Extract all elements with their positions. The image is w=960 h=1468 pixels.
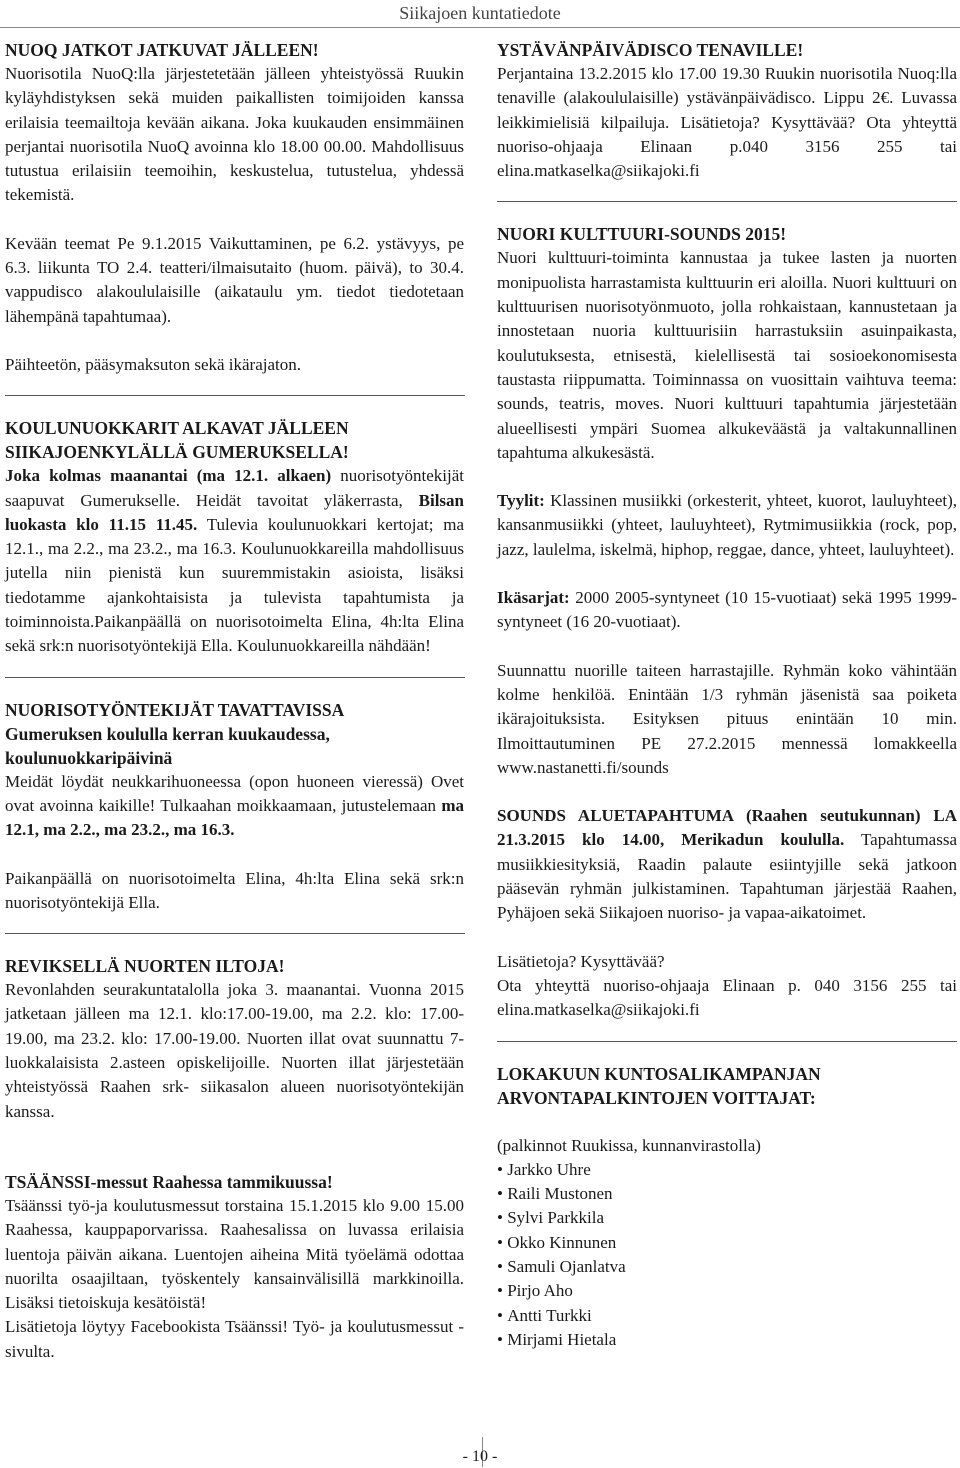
article-paragraph: Lisätietoja? Kysyttävää? (497, 951, 665, 971)
page-number: - 10 - (462, 1448, 498, 1465)
article-tsaanssi (5, 1170, 464, 1364)
article-title: REVIKSELLÄ NUORTEN ILTOJA! (5, 956, 285, 977)
section-divider (5, 395, 465, 396)
list-item: • Samuli Ojanlatva (497, 1255, 957, 1279)
article-nuori-kulttuuri (497, 222, 957, 1022)
winners-list (497, 1158, 957, 1352)
article-ystavanpaivadisco (497, 38, 957, 183)
article-paragraph: Perjantaina 13.2.2015 klo 17.00 19.30 Ruukin nuorisotila Nuoq:lla tenaville (alakoululaisille) ystävänpäivädisco. Lippu 2€. Luvassa leikkimielisiä kilpailuja. Lisätietoja? Kysyttävää? Ota yhteyttä nuoriso-ohjaaja Elinaan p.040 3156 255 tai elina.matkaselka@siikajoki.fi (497, 64, 957, 181)
list-item: • Mirjami Hietala (497, 1328, 957, 1352)
list-item: • Jarkko Uhre (497, 1158, 957, 1182)
article-title: NUORI KULTTUURI-SOUNDS 2015! (497, 224, 787, 245)
article-reviksella (5, 954, 464, 1124)
article-paragraph (5, 770, 464, 843)
section-divider (5, 933, 465, 934)
article-subtitle: Gumeruksen koululla kerran kuukaudessa, koulunuokkaripäivinä (5, 723, 330, 768)
article-koulunuokkarit (5, 416, 464, 658)
text-span: Tulevia koulunuokkari kertojat; ma 12.1., ma 2.2., ma 23.2., ma 16.3. Koulunuokkareilla mahdollisuus jutella niin pienistä kun suuremmistakin asioista, lisäksi tiedotamme ajankohtaisista ja tulevista tapahtumista ja toiminnoista.Paikanpäällä on nuorisotoimelta Elina, 4h:lta Elina sekä srk:n nuorisotyöntekijä Ella. Koulunuokkareilla nähdään! (5, 514, 464, 656)
text-span: Tapahtumassa musiikkiesityksiä, Raadin palaute esiintyjille sekä jatkoon pääsevän ryhmän julkistaminen. Tapahtuman järjestää Raahen, Pyhäjoen sekä Siikajoen nuoriso- ja vapaa-aikatoimet. (497, 830, 958, 923)
article-paragraph: Nuori kulttuuri-toiminta kannustaa ja tukee lasten ja nuorten monipuolista harrastamista kulttuurin eri aloilla. Nuori kulttuuri on kulttuurisen nuorisotyönmuoto, jolla rohkaistaan, kannustetaan ja innostetaan nuoria kulttuurisiin harrastuksiin asuinpaikasta, koulutuksesta, etnisestä, kielellisestä tai sosioekonomisesta taustasta riippumatta. Toiminnassa on vuosittain vaihtuva teema: sounds, teatris, moves. Nuori kulttuuri tapahtumia järjestetään alueellisesti ympäri Suomea alkukeväästä ja valtakunnallinen tapahtuma alkukesästä. (497, 248, 957, 462)
article-paragraph: Paikanpäällä on nuorisotoimelta Elina, 4h:lta Elina sekä srk:n nuorisotyöntekijä Ella. (5, 868, 464, 912)
article-paragraph: Päihteetön, pääsymaksuton sekä ikärajaton. (5, 354, 301, 374)
article-paragraph: (palkinnot Ruukissa, kunnanvirastolla) (497, 1135, 761, 1155)
article-title: LOKAKUUN KUNTOSALIKAMPANJAN ARVONTAPALKINTOJEN VOITTAJAT: (497, 1063, 821, 1108)
article-title: NUORISOTYÖNTEKIJÄT TAVATTAVISSA (5, 699, 345, 720)
article-paragraph: Revonlahden seurakuntatalolla joka 3. maanantai. Vuonna 2015 jatketaan jälleen ma 12.1. klo:17.00-19.00, ma 2.2. klo: 17.00-19.00, ma 23.2. klo: 17.00-19.00. Nuorten illat ovat suunnattu 7-luokkalaisista 2.asteen opiskelijoille. Nuorten illat järjestetään yhteistyössä Raahen srk- siikasalon alueen nuorisotyöntekijän kanssa. (5, 980, 464, 1121)
article-paragraph: Nuorisotila NuoQ:lla järjestetetään jälleen yhteistyössä Ruukin kyläyhdistyksen sekä muiden paikallisten toimijoiden kanssa erilaisia teemailtoja kevään aikana. Joka kuukauden ensimmäinen perjantai nuorisotila NuoQ avoinna klo 18.00 00.00. Mahdollisuus tutustua erilaisiin teemoihin, keskustelua, tutustelua, yhdessä tekemistä. (5, 64, 464, 205)
list-item: • Sylvi Parkkila (497, 1206, 957, 1230)
header-divider (0, 27, 960, 28)
bold-text: Ikäsarjat: (497, 588, 570, 608)
article-title: NUOQ JATKOT JATKUVAT JÄLLEEN! (5, 40, 319, 60)
article-paragraph (497, 489, 957, 562)
article-paragraph: Tsäänssi työ-ja koulutusmessut torstaina 15.1.2015 klo 9.00 15.00 Raahessa, kauppaporvarissa. Raahesalissa on luvassa erilaisia luentoja päivän aikana. Luentojen aiheina Mitä työelämä odottaa nuorilta osaajiltaan, työskentely kansainvälisillä markkinoilla. Lisäksi tietoiskuja kesätöistä! (5, 1195, 464, 1313)
article-paragraph: Lisätietoja löytyy Facebookista Tsäänssi! Työ- ja koulutusmessut -sivulta. (5, 1317, 464, 1361)
bold-text: Bilsan luokasta klo 11.15 11.45. (5, 490, 464, 534)
article-paragraph (5, 464, 464, 658)
text-span: nuorisotyöntekijät saapuvat Gumerukselle. Heidät tavoitat yläkerrasta, (5, 466, 464, 510)
article-nuoq (5, 38, 464, 377)
article-title: TSÄÄNSSI-messut Raahessa tammikuussa! (5, 1171, 333, 1192)
bold-text: ma 12.1, ma 2.2., ma 23.2., ma 16.3. (5, 795, 464, 840)
article-title: KOULUNUOKKARIT ALKAVAT JÄLLEEN SIIKAJOENKYLÄLLÄ GUMERUKSELLA! (5, 418, 349, 463)
text-span: Klassinen musiikki (orkesterit, yhteet, kuorot, lauluyhteet), kansanmusiikki (yhteet, lauluyhteet), Rytmimusiikkia (rock, pop, jazz, laulelma, iskelmä, hiphop, reggae, dance, yhteet, lauluyhteet). (497, 491, 957, 559)
article-tavattavissa (5, 698, 464, 915)
bold-text: Tyylit: (497, 491, 545, 511)
article-kuntosalikampanja (497, 1062, 957, 1353)
section-divider (5, 677, 465, 678)
left-column (5, 38, 464, 1364)
article-paragraph: Suunnattu nuorille taiteen harrastajille. Ryhmän koko vähintään kolme henkilöä. Enintään 1/3 ryhmän jäsenistä saa poiketa ikärajoituksista. Esityksen pituus enintään 10 min. Ilmoittautuminen PE 27.2.2015 mennessä lomakkeella www.nastanetti.fi/sounds (497, 660, 957, 777)
article-paragraph: Ota yhteyttä nuoriso-ohjaaja Elinaan p. 040 3156 255 tai elina.matkaselka@siikajoki.fi (497, 975, 957, 1020)
section-divider (497, 1041, 957, 1042)
list-item: • Pirjo Aho (497, 1279, 957, 1303)
right-column (497, 38, 957, 1352)
list-item: • Raili Mustonen (497, 1182, 957, 1206)
text-span: Meidät löydät neukkarihuoneessa (opon huoneen vieressä) Ovet ovat avoinna kaikille! Tulkaahan moikkaamaan, jutustelemaan (5, 771, 464, 815)
list-item: • Antti Turkki (497, 1304, 957, 1328)
list-item: • Okko Kinnunen (497, 1231, 957, 1255)
bold-text: SOUNDS ALUETAPAHTUMA (Raahen seutukunnan) LA 21.3.2015 klo 14.00, Merikadun koululla. (497, 806, 957, 850)
article-paragraph: Kevään teemat Pe 9.1.2015 Vaikuttaminen, pe 6.2. ystävyys, pe 6.3. liikunta TO 2.4. teatteri/ilmaisutaito (huom. päivä), to 30.4. vappudisco alakoululaisille (aikataulu ym. tiedot tiedotetaan lähempänä tapahtumaa). (5, 233, 464, 326)
article-title: YSTÄVÄNPÄIVÄDISCO TENAVILLE! (497, 40, 804, 60)
section-divider (497, 201, 957, 202)
page-header: Siikajoen kuntatiedote (399, 3, 561, 23)
text-span: 2000 2005-syntyneet (10 15-vuotiaat) sekä 1995 1999-syntyneet (16 20-vuotiaat). (497, 588, 957, 632)
article-paragraph (497, 586, 957, 635)
bold-text: Joka kolmas maanantai (ma 12.1. alkaen) (5, 466, 332, 486)
article-paragraph (497, 804, 957, 925)
